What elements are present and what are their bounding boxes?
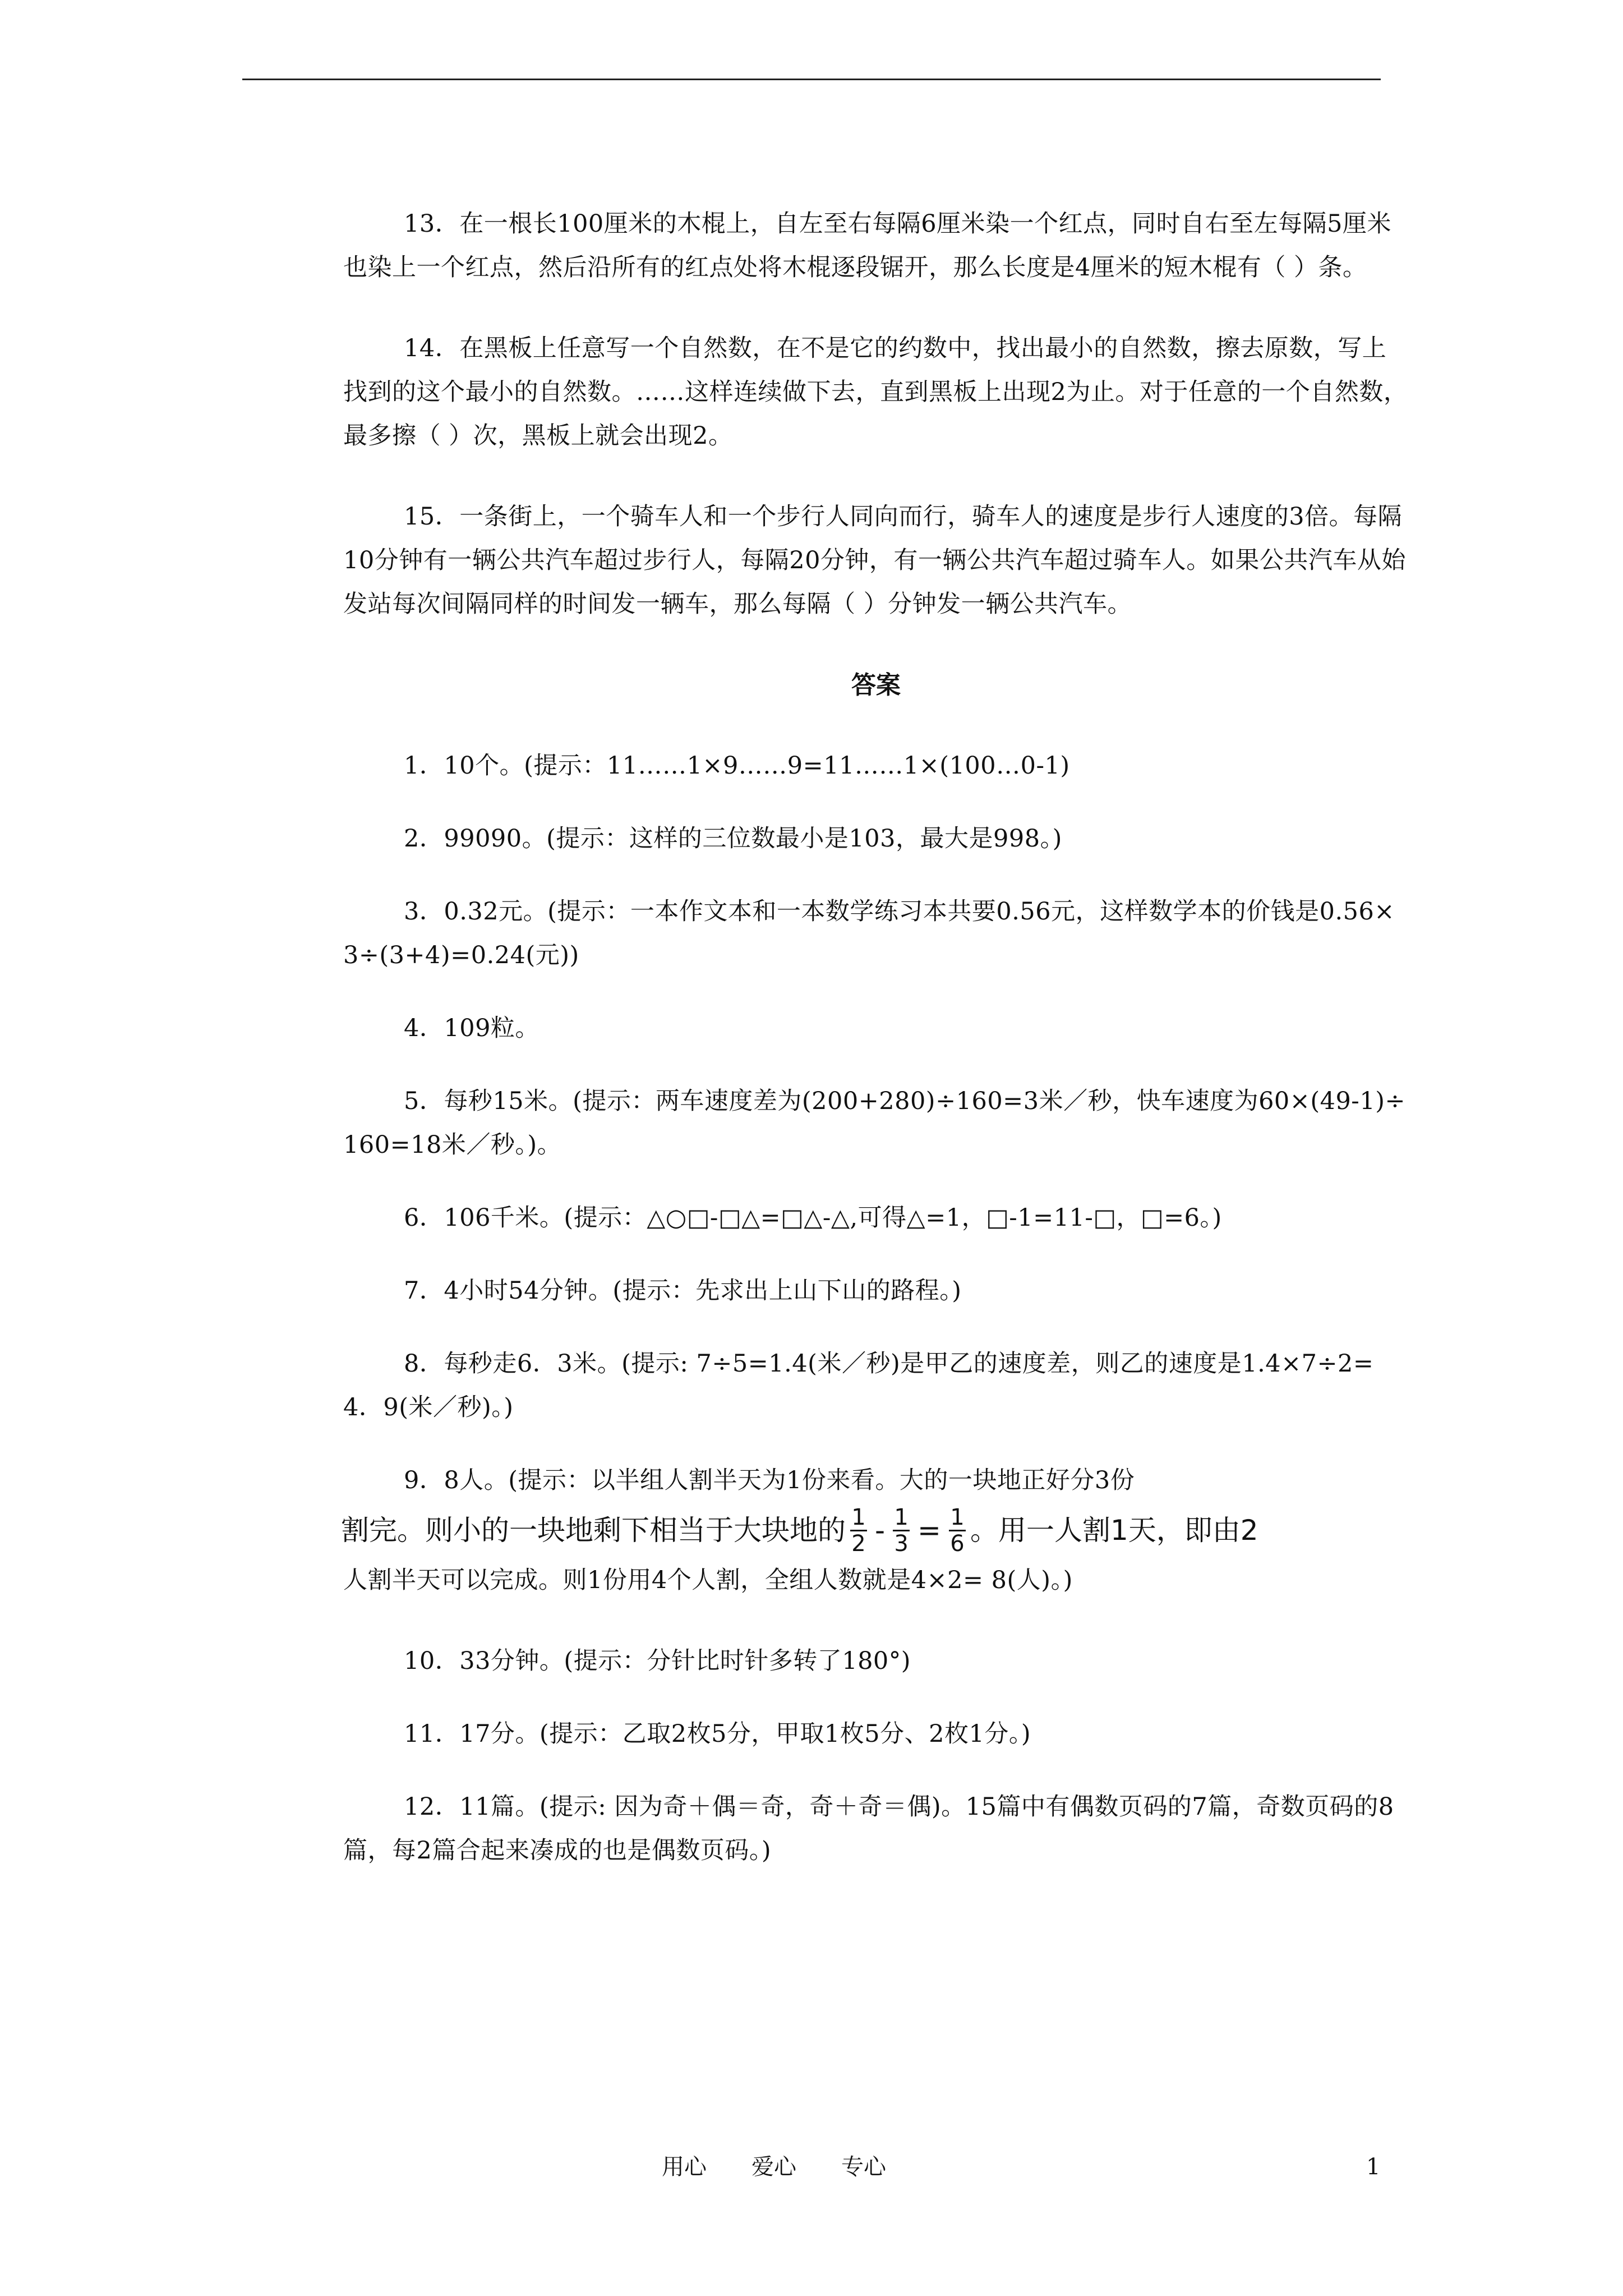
answer-section-title: 答案 <box>851 671 901 700</box>
page-number: 1 <box>1366 2154 1381 2180</box>
fraction-numerator: 1 <box>851 1504 866 1530</box>
answer-5: 5．每秒15米。(提示：两车速度差为(200+280)÷160=3米／秒，快车速度为60×(49-1)÷160=18米／秒。)。 <box>343 1087 1405 1159</box>
equals-sign: = <box>917 1514 941 1547</box>
document-body <box>343 202 1409 1902</box>
question-13: 13．在一根长100厘米的木棍上，自左至右每隔6厘米染一个红点，同时自右至左每隔5厘米也染上一个红点，然后沿所有的红点处将木棍逐段锯开，那么长度是4厘米的短木棍有（ ）条。 <box>343 210 1392 282</box>
answer-2: 2．99090。(提示：这样的三位数最小是103，最大是998。) <box>404 825 1062 853</box>
answer-9-line2-text: 割完。则小的一块地剩下相当于大块地的 <box>341 1514 846 1547</box>
fraction-denominator: 6 <box>950 1530 965 1557</box>
fraction-denominator: 2 <box>851 1530 866 1557</box>
fraction-one-sixth <box>949 1505 966 1556</box>
answer-4: 4．109粒。 <box>404 1014 540 1042</box>
answer-8: 8．每秒走6．3米。(提示: 7÷5=1.4(米／秒)是甲乙的速度差，则乙的速度是1.4×7÷2=4．9(米／秒)。) <box>343 1350 1374 1421</box>
answer-12: 12．11篇。(提示: 因为奇＋偶＝奇，奇＋奇＝偶)。15篇中有偶数页码的7篇，奇数页码的8篇，每2篇合起来凑成的也是偶数页码。) <box>343 1793 1394 1865</box>
answer-1: 1．10个。(提示：11……1×9……9=11……1×(100…0-1) <box>404 752 1070 780</box>
header-rule <box>242 79 1381 80</box>
question-14: 14．在黑板上任意写一个自然数，在不是它的约数中，找出最小的自然数，擦去原数，写上找到的这个最小的自然数。……这样连续做下去，直到黑板上出现2为止。对于任意的一个自然数，最多擦（ ）次，黑板上就会出现2。 <box>343 334 1408 450</box>
minus-sign: - <box>875 1514 886 1547</box>
question-15: 15．一条街上，一个骑车人和一个步行人同向而行，骑车人的速度是步行人速度的3倍。每隔10分钟有一辆公共汽车超过步行人，每隔20分钟，有一辆公共汽车超过骑车人。如果公共汽车从始发站每次间隔同样的时间发一辆车，那么每隔（ ）分钟发一辆公共汽车。 <box>343 503 1406 618</box>
footer-item-yongxin: 用心 <box>662 2154 707 2180</box>
fraction-one-third <box>893 1505 910 1556</box>
answer-9 <box>343 1458 1409 1602</box>
answer-7: 7．4小时54分钟。(提示：先求出上山下山的路程。) <box>404 1277 962 1305</box>
fraction-numerator: 1 <box>894 1504 909 1530</box>
answer-9-line3: 人割半天可以完成。则1份用4个人割，全组人数就是4×2= 8(人)。) <box>343 1566 1073 1594</box>
answer-10: 10．33分钟。(提示：分针比时针多转了180°) <box>404 1647 911 1675</box>
footer-item-aixin: 爱心 <box>751 2154 796 2180</box>
answer-9-line2-tail: 。用一人割1天，即由2 <box>970 1514 1258 1547</box>
answer-9-formula-line <box>341 1502 1409 1558</box>
answer-3: 3．0.32元。(提示：一本作文本和一本数学练习本共要0.56元，这样数学本的价钱是0.56×3÷(3+4)=0.24(元)) <box>343 898 1395 969</box>
footer-item-zhuanxin: 专心 <box>841 2154 886 2180</box>
fraction-denominator: 3 <box>894 1530 909 1557</box>
answer-6: 6．106千米。(提示：△○□-□△=□△-△,可得△=1，□-1=11-□，□=6。) <box>404 1204 1222 1232</box>
answer-9-line1: 9．8人。(提示：以半组人割半天为1份来看。大的一块地正好分3份 <box>404 1466 1135 1494</box>
fraction-numerator: 1 <box>950 1504 965 1530</box>
answer-11: 11．17分。(提示：乙取2枚5分，甲取1枚5分、2枚1分。) <box>404 1720 1031 1748</box>
fraction-one-half <box>850 1505 867 1556</box>
page-footer <box>662 2153 886 2181</box>
